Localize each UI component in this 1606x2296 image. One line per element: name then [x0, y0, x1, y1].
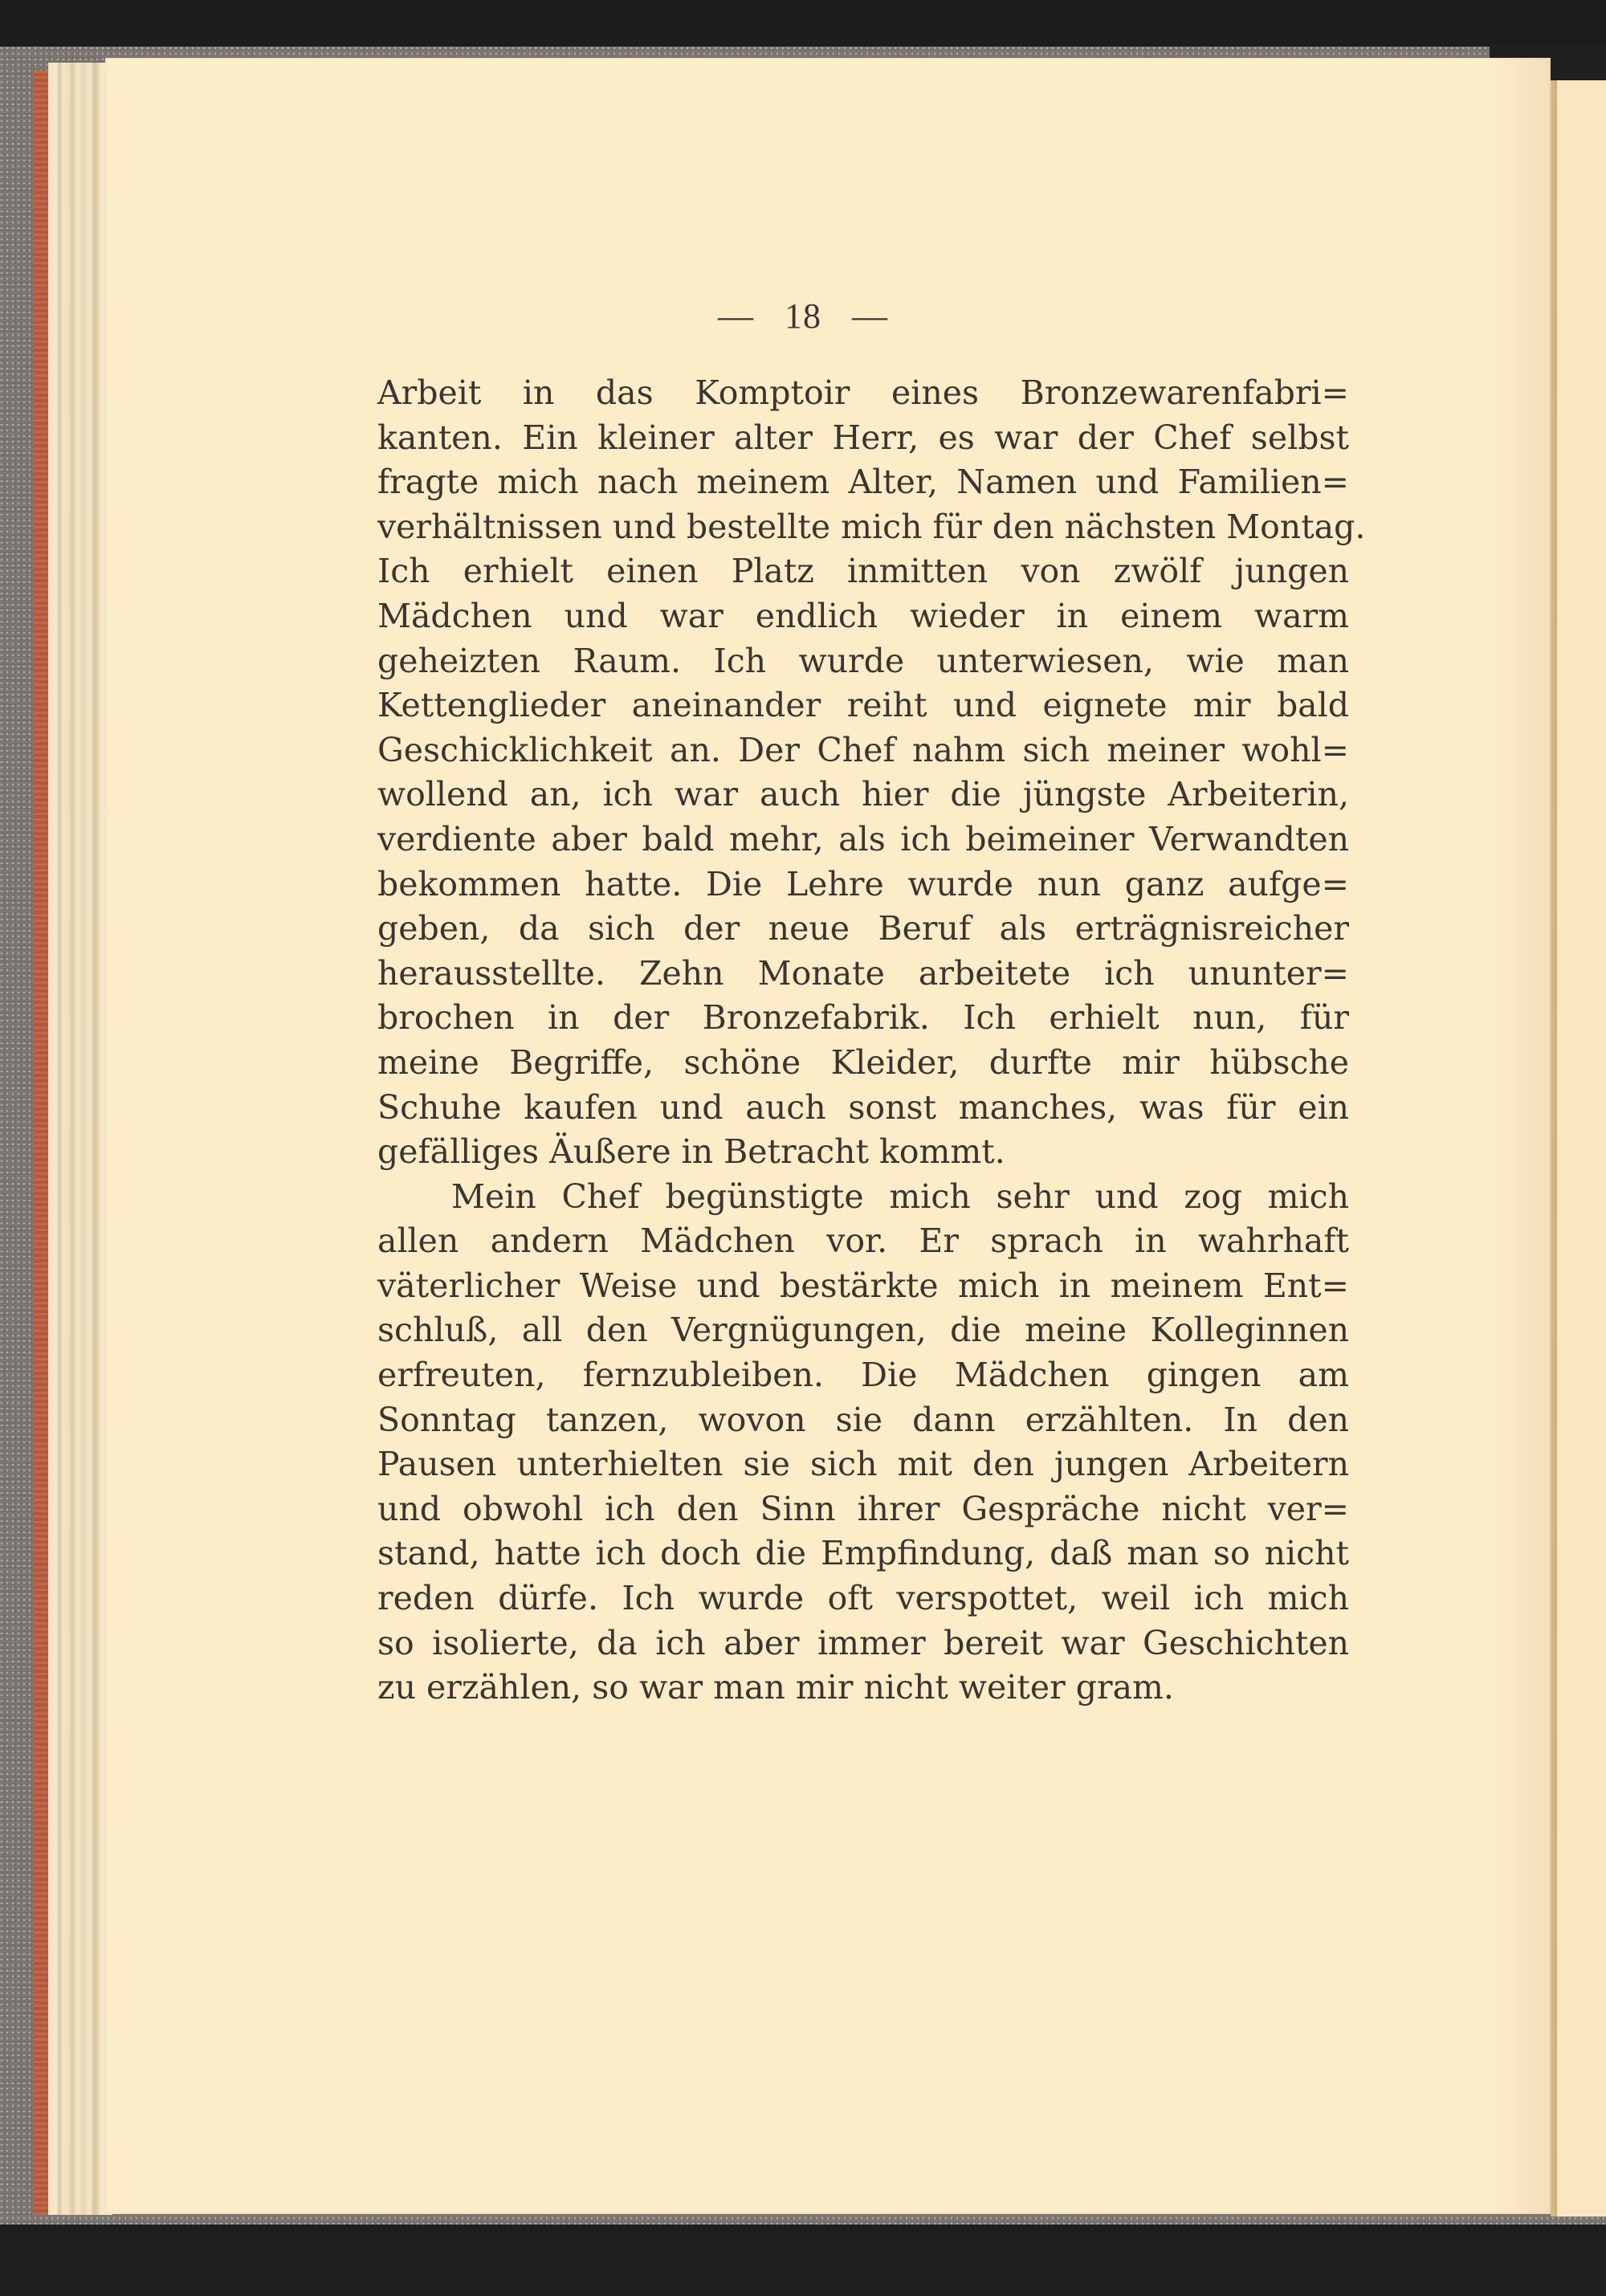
- text-line: allen andern Mädchen vor. Er sprach in wahrhaft: [377, 1221, 1349, 1261]
- text-line: schluß, all den Vergnügungen, die meine Kolleginnen: [377, 1311, 1349, 1350]
- page-number-header: [0, 296, 1606, 336]
- text-line: Sonntag tanzen, wovon sie dann erzählten. In den: [377, 1400, 1349, 1439]
- text-line: verdiente aber bald mehr, als ich beimeiner Verwandten: [377, 819, 1349, 858]
- text-line: stand, hatte ich doch die Empfindung, daß man so nicht: [377, 1534, 1349, 1573]
- page-number-dash-left: —: [718, 296, 754, 336]
- paragraph-2: [377, 1175, 1349, 1711]
- text-line: Mein Chef begünstigte mich sehr und zog mich: [451, 1177, 1349, 1216]
- text-line: reden dürfe. Ich wurde oft verspottet, weil ich mich: [377, 1579, 1349, 1618]
- text-line: fragte mich nach meinem Alter, Namen und Familien=: [377, 463, 1349, 502]
- text-line: Arbeit in das Komptoir eines Bronzewarenfabri=: [377, 373, 1349, 412]
- text-line: Geschicklichkeit an. Der Chef nahm sich meiner wohl=: [377, 730, 1349, 769]
- text-line: herausstellte. Zehn Monate arbeitete ich ununter=: [377, 953, 1349, 993]
- text-line: kanten. Ein kleiner alter Herr, es war der Chef selbst: [377, 418, 1349, 457]
- text-line: erfreuten, fernzubleiben. Die Mädchen gingen am: [377, 1356, 1349, 1395]
- text-line: meine Begriffe, schöne Kleider, durfte mir hübsche: [377, 1042, 1349, 1082]
- page-edges-stack: [48, 63, 112, 2215]
- text-line: Schuhe kaufen und auch sonst manches, was für ein: [377, 1087, 1349, 1127]
- text-line: Kettenglieder aneinander reiht und eignete mir bald: [377, 686, 1349, 725]
- text-line: zu erzählen, so war man mir nicht weiter gram.: [377, 1668, 1174, 1707]
- page-number: 18: [785, 296, 821, 336]
- background-bottom: [0, 2225, 1606, 2296]
- text-line: so isolierte, da ich aber immer bereit war Geschichten: [377, 1623, 1349, 1662]
- text-line: wollend an, ich war auch hier die jüngste Arbeiterin,: [377, 775, 1349, 814]
- text-line: Pausen unterhielten sie sich mit den jungen Arbeitern: [377, 1445, 1349, 1484]
- paragraph-1: [377, 371, 1366, 1175]
- text-line: gefälliges Äußere in Betracht kommt.: [377, 1132, 1005, 1172]
- text-line: brochen in der Bronzefabrik. Ich erhielt nun, für: [377, 998, 1349, 1038]
- text-line: Mädchen und war endlich wieder in einem warm: [377, 596, 1349, 635]
- book-gutter: [1551, 80, 1557, 2216]
- text-line: geben, da sich der neue Beruf als erträgnisreicher: [377, 909, 1349, 948]
- text-line: väterlicher Weise und bestärkte mich in meinem Ent=: [377, 1266, 1349, 1305]
- text-line: Ich erhielt einen Platz inmitten von zwölf jungen: [377, 552, 1349, 591]
- body-text: [377, 371, 1366, 1711]
- text-line: bekommen hatte. Die Lehre wurde nun ganz aufge=: [377, 864, 1349, 903]
- text-line: geheizten Raum. Ich wurde unterwiesen, wie man: [377, 641, 1349, 680]
- facing-page-edge: [1557, 80, 1606, 2216]
- text-line: verhältnissen und bestellte mich für den nächsten Montag.: [377, 507, 1366, 546]
- page-number-dash-right: —: [852, 296, 888, 336]
- text-line: und obwohl ich den Sinn ihrer Gespräche nicht ver=: [377, 1489, 1349, 1528]
- book-red-edge: [34, 71, 48, 2215]
- background-top: [0, 0, 1606, 50]
